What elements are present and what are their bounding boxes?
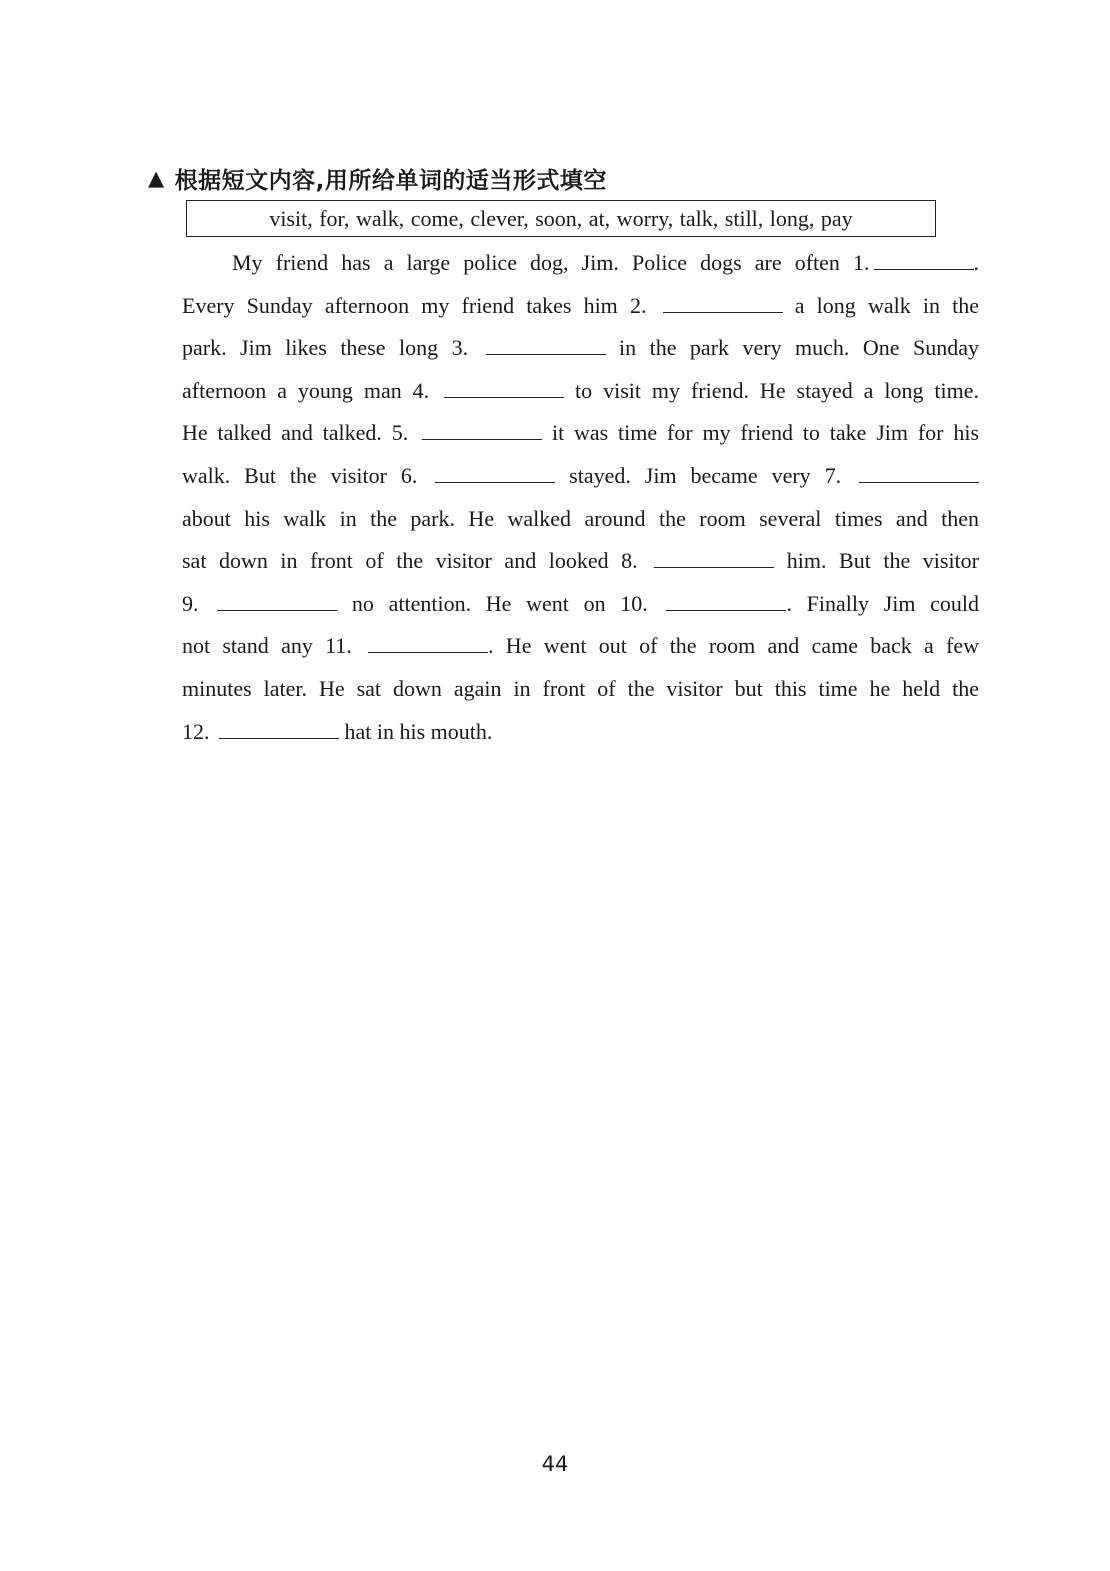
passage-text: park. Jim likes these long 3. xyxy=(182,335,469,361)
blank-8[interactable] xyxy=(654,566,774,568)
passage-line-12 xyxy=(182,711,979,754)
blank-10[interactable] xyxy=(666,609,786,611)
passage-line-4 xyxy=(182,370,979,413)
passage-line-11 xyxy=(182,668,979,711)
blank-12[interactable] xyxy=(219,737,339,739)
passage-text: a long walk in the xyxy=(794,292,979,318)
passage-line-3 xyxy=(182,327,979,370)
blank-3[interactable] xyxy=(486,353,606,355)
blank-5[interactable] xyxy=(422,438,542,440)
blank-6[interactable] xyxy=(435,481,555,483)
passage-text: no attention. He went on 10. xyxy=(351,590,648,616)
passage-text: in the park very much. One Sunday xyxy=(619,335,980,361)
blank-4[interactable] xyxy=(444,396,564,398)
passage-line-2 xyxy=(182,285,979,328)
passage-text: walk. But the visitor 6. xyxy=(182,462,418,488)
passage-text: 9. xyxy=(182,590,199,616)
passage-line-10 xyxy=(182,625,979,668)
passage-text: He talked and talked. 5. xyxy=(182,420,409,446)
page-number: 44 xyxy=(541,1452,569,1476)
word-bank-box xyxy=(186,200,936,237)
passage-text: stayed. Jim became very 7. xyxy=(569,462,842,488)
passage-text: him. But the visitor xyxy=(786,548,979,574)
passage-text: hat in his mouth. xyxy=(344,718,493,744)
blank-9[interactable] xyxy=(217,609,337,611)
blank-11[interactable] xyxy=(368,651,488,653)
passage-text: . Finally Jim could xyxy=(786,590,980,616)
passage-text: it was time for my friend to take Jim for his xyxy=(551,420,980,446)
passage-text: My friend has a large police dog, Jim. Police dogs are often 1. xyxy=(232,250,870,275)
passage-line-5 xyxy=(182,412,979,455)
passage-line-8 xyxy=(182,540,979,583)
passage-line-9 xyxy=(182,583,979,626)
passage-line-7 xyxy=(182,498,979,541)
blank-7[interactable] xyxy=(859,481,979,483)
passage-text: . xyxy=(973,250,979,275)
word-bank-text: visit, for, walk, come, clever, soon, at, worry, talk, still, long, pay xyxy=(269,205,853,231)
passage-text: . He went out of the room and came back a few xyxy=(488,633,980,659)
passage-text: afternoon a young man 4. xyxy=(182,377,430,403)
passage-line-1 xyxy=(182,242,979,285)
passage-text: not stand any 11. xyxy=(182,633,352,659)
exercise-heading xyxy=(148,161,607,195)
passage-text: to visit my friend. He stayed a long time. xyxy=(575,377,979,403)
passage xyxy=(182,242,979,753)
exercise-instruction: 根据短文内容,用所给单词的适当形式填空 xyxy=(174,167,607,194)
blank-2[interactable] xyxy=(663,311,783,313)
blank-1[interactable] xyxy=(874,268,974,270)
passage-text: about his walk in the park. He walked around the room several times and then xyxy=(182,505,979,531)
passage-text: sat down in front of the visitor and looked 8. xyxy=(182,548,638,574)
passage-text: Every Sunday afternoon my friend takes him 2. xyxy=(182,292,647,318)
passage-text: minutes later. He sat down again in front of the visitor but this time he held the xyxy=(182,675,979,701)
triangle-icon: ▲ xyxy=(148,166,165,190)
passage-line-6 xyxy=(182,455,979,498)
passage-text: 12. xyxy=(182,718,210,744)
